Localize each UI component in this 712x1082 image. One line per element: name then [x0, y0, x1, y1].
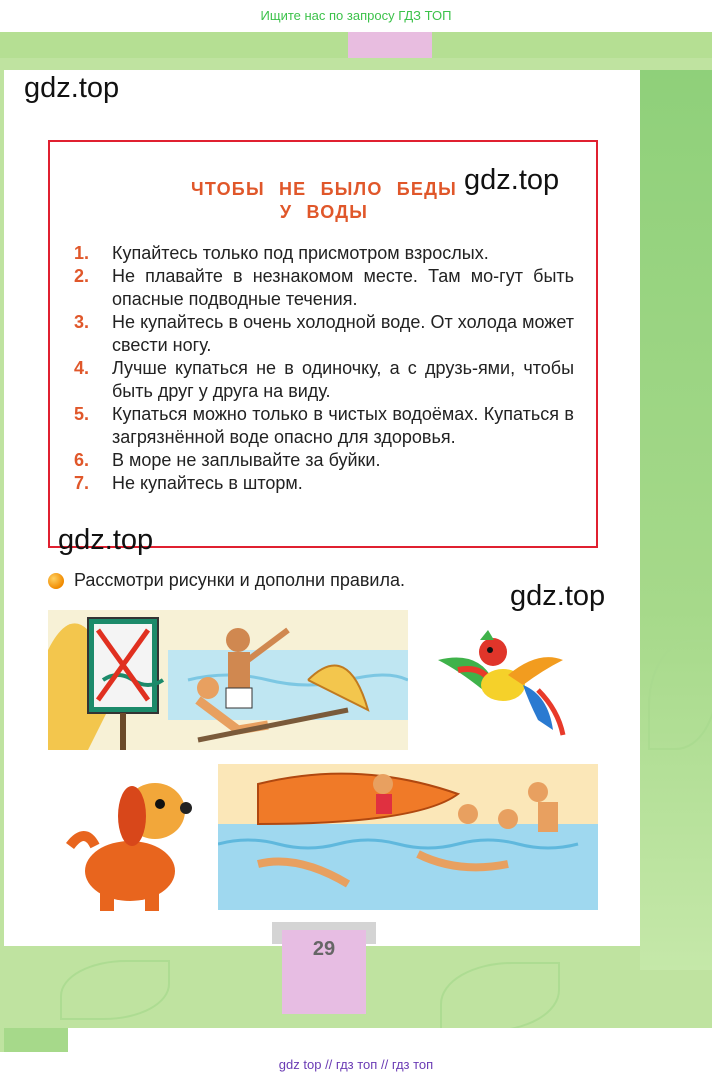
task-text: Рассмотри рисунки и дополни правила. [74, 570, 405, 590]
rules-title-line1: ЧТОБЫ НЕ БЫЛО БЕДЫ [191, 179, 457, 199]
previous-page-tab [348, 32, 432, 58]
watermark: gdz.top [510, 580, 606, 612]
rule-item [74, 403, 574, 449]
rule-text: Купайтесь только под присмотром взрослых. [112, 243, 489, 263]
footer-separator: // [380, 1057, 389, 1072]
watermark: gdz.top [58, 524, 154, 556]
watermark: gdz.top [464, 164, 560, 196]
footer-link[interactable]: gdz top [278, 1057, 322, 1072]
next-page-edge [4, 1028, 712, 1054]
footer-link[interactable]: гдз топ [391, 1057, 434, 1072]
rule-item [74, 449, 574, 472]
rule-text: Не купайтесь в очень холодной воде. От холода может свести ногу. [112, 312, 574, 355]
footer-separator: // [325, 1057, 333, 1072]
rule-number: 6. [74, 450, 90, 470]
orange-bullet-icon [48, 573, 64, 589]
dog-illustration [60, 766, 200, 916]
rule-item [74, 242, 574, 265]
rule-number: 2. [74, 266, 90, 286]
book-side-decoration [640, 70, 712, 970]
rule-number: 1. [74, 243, 90, 263]
rule-item [74, 472, 574, 495]
rule-item [74, 357, 574, 403]
rule-item [74, 265, 574, 311]
top-banner[interactable]: Ищите нас по запросу ГДЗ ТОП [0, 0, 712, 32]
bottom-banner [0, 1052, 712, 1082]
beach-scene-illustration [48, 610, 408, 750]
rule-text: Лучше купаться не в одиночку, а с друзь-ями, чтобы быть друг у друга на виду. [112, 358, 574, 401]
next-page-decoration [4, 1028, 68, 1054]
rule-number: 5. [74, 404, 90, 424]
rule-item [74, 311, 574, 357]
swimming-scene-illustration [218, 764, 598, 910]
task-instruction [48, 570, 405, 591]
watermark: gdz.top [24, 72, 120, 104]
rule-text: Не плавайте в незнакомом месте. Там мо-гут быть опасные подводные течения. [112, 266, 574, 309]
footer-link[interactable]: гдз топ [335, 1057, 378, 1072]
rule-text: В море не заплывайте за буйки. [112, 450, 381, 470]
rule-number: 7. [74, 473, 90, 493]
rule-text: Купаться можно только в чистых водоёмах. Купаться в загрязнённой воде опасно для здоровья. [112, 404, 574, 447]
rule-number: 3. [74, 312, 90, 332]
page-number: 29 [312, 938, 336, 960]
rule-number: 4. [74, 358, 90, 378]
rule-text: Не купайтесь в шторм. [112, 473, 303, 493]
rules-box [48, 140, 598, 548]
rules-list [74, 242, 574, 495]
rules-title-line2: У ВОДЫ [279, 202, 369, 222]
parrot-illustration [438, 630, 568, 740]
